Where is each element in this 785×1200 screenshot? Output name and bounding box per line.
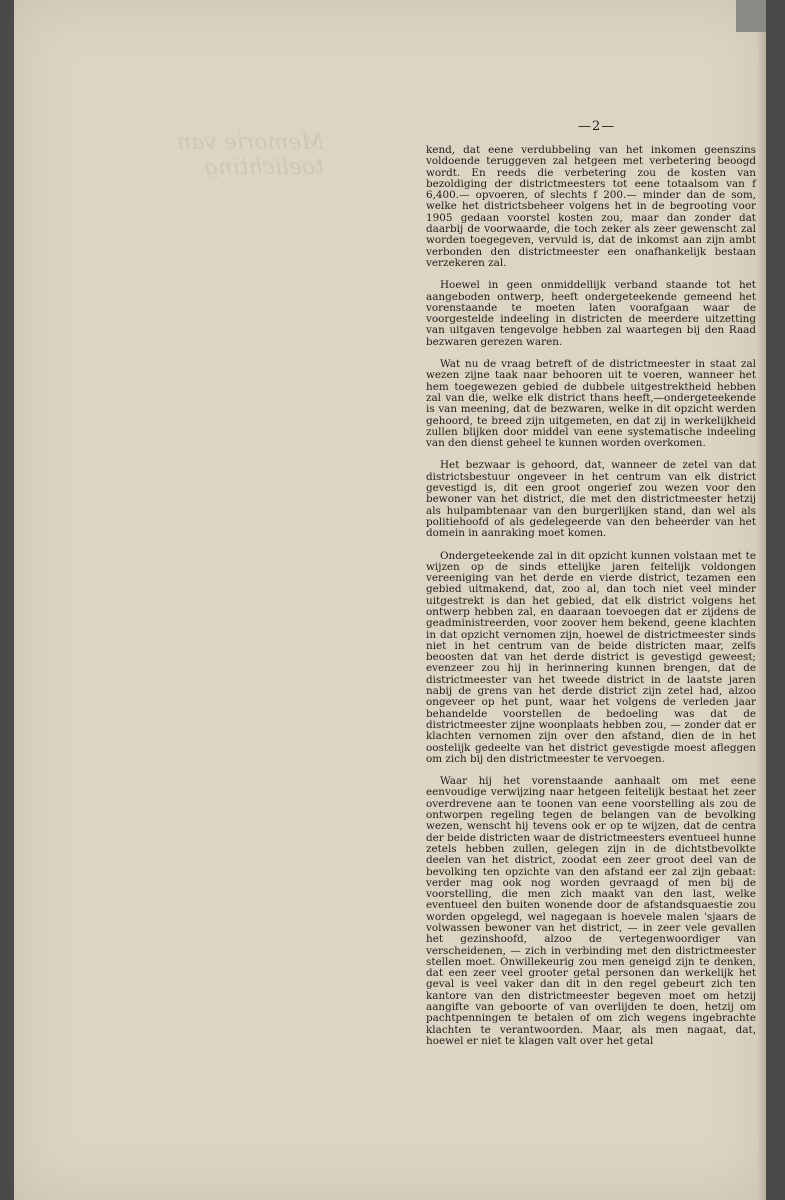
paragraph-6: Waar hij het vorenstaande aanhaalt om met eene eenvoudige verwijzing naar hetgeen feitelijk bestaat het zeer overdrevene aan te toonen van eene voorstelling als zou de ontworpen regeling tegen de belangen van de bevolking wezen, wenscht hij tevens ook er op te wijzen, dat de centra der beide districten waar de districtmeesters eventueel hunne zetels hebben zullen, gelegen zijn in de dichtstbevolkte deelen van het district, zoodat een zeer groot deel van de bevolking ten opzichte van den afstand eer zal zijn gebaat: verder mag ook nog worden gevraagd of men bij de voorstelling, die men zich maakt van den last, welke eventueel den buiten wonende door de afstandsquaestie zou worden opgelegd, wel nagegaan is hoevele malen 'sjaars de volwassen bewoner van het district, — in zeer vele gevallen het gezinshoofd, alzoo de vertegenwoordiger van verscheidenen, — zich in verbinding met den districtmeester stellen moet. Onwillekeurig zou men geneigd zijn te denken, dat een zeer veel grooter getal personen dan werkelijk het geval is veel vaker dan dit in den regel gebeurt zich ten kantore van den districtmeester begeven moet om hetzij aangifte van geboorte of van overlijden te doen, hetzij om pachtpenningen te betalen of om zich wegens ingebrachte klachten te verantwoorden. Maar, als men nagaat, dat, hoewel er niet te klagen valt over het getal (426, 775, 756, 1047)
corner-fold (736, 0, 766, 32)
paragraph-4: Het bezwaar is gehoord, dat, wanneer de zetel van dat districtsbestuur ongeveer in het centrum van elk district gevestigd is, dit een groot ongerief zou wezen voor den bewoner van het district, die met den districtmeester hetzij als hulpambtenaar van den burgerlijken stand, dan wel als politiehoofd of als gedelegeerde van den beheerder van het domein in aanraking moet komen. (426, 459, 756, 540)
document-page (14, 0, 766, 1200)
paragraph-5: Ondergeteekende zal in dit opzicht kunnen volstaan met te wijzen op de sinds ettelijke jaren feitelijk voldongen vereeniging van het derde en vierde district, tezamen een gebied uitmakend, dat, zoo al, dan toch niet veel minder uitgestrekt is dan het gebied, dat elk district volgens het ontwerp hebben zal, en daaraan toevoegen dat er zijdens de geadministreerden, voor zoover hem bekend, geene klachten in dat opzicht vernomen zijn, hoewel de districtmeester sinds niet in het centrum van de beide districten maar, zelfs beoosten dat van het derde district is gevestigd geweest; evenzeer zou hij in herinnering kunnen brengen, dat de districtmeester van het tweede district in de laatste jaren nabij de grens van het derde district zijn zetel had, alzoo ongeveer op het punt, waar het volgens de verleden jaar behandelde voorstellen de bedoeling was dat de districtmeester zijne woonplaats hebben zou, — zonder dat er klachten vernomen zijn over den afstand, dien de in het oostelijk gedeelte van het district gevestigde moest afleggen om zich bij den districtmeester te vervoegen. (426, 549, 756, 765)
paragraph-3: Wat nu de vraag betreft of de districtmeester in staat zal wezen zijne taak naar behooren uit te voeren, wanneer het hem toegewezen gebied de dubbele uitgestrektheid hebben zal van die, welke elk district thans heeft,—ondergeteekende is van meening, dat de bezwaren, welke in dit opzicht werden gehoord, te breed zijn uitgemeten, en dat zij in werkelijkheid zullen blijken door middel van eene systematische indeeling van den dienst geheel te kunnen worden overkomen. (426, 358, 756, 450)
paragraph-2: Hoewel in geen onmiddellijk verband staande tot het aangeboden ontwerp, heeft ondergeteekende gemeend het vorenstaande te moeten laten voorafgaan waar de voorgestelde indeeling in districten de meerdere uitzetting van uitgaven tengevolge hebben zal waartegen bij den Raad bezwaren gerezen waren. (426, 279, 756, 348)
text-column (426, 145, 756, 1058)
bleed-through-heading: Memorie van toelichting (177, 130, 324, 180)
page-number: —2— (578, 119, 616, 134)
paragraph-1: kend, dat eene verdubbeling van het inkomen geenszins voldoende teruggeven zal hetgeen met verbetering beoogd wordt. En reeds die verbetering zou de kosten van bezoldiging der districtmeesters tot eene totaalsom van f 6,400.— opvoeren, of slechts f 200.— minder dan de som, welke het districtsbeheer volgens het in de begrooting voor 1905 gedaan voorstel kosten zou, maar dan zonder dat daarbij de voorwaarde, die toch zeker als zeer gewenscht zal worden toegegeven, vervuld is, dat de inkomst aan zijn ambt verbonden den districtmeester een onafhankelijk bestaan verzekeren zal. (426, 144, 756, 269)
page-edge (758, 0, 766, 1200)
